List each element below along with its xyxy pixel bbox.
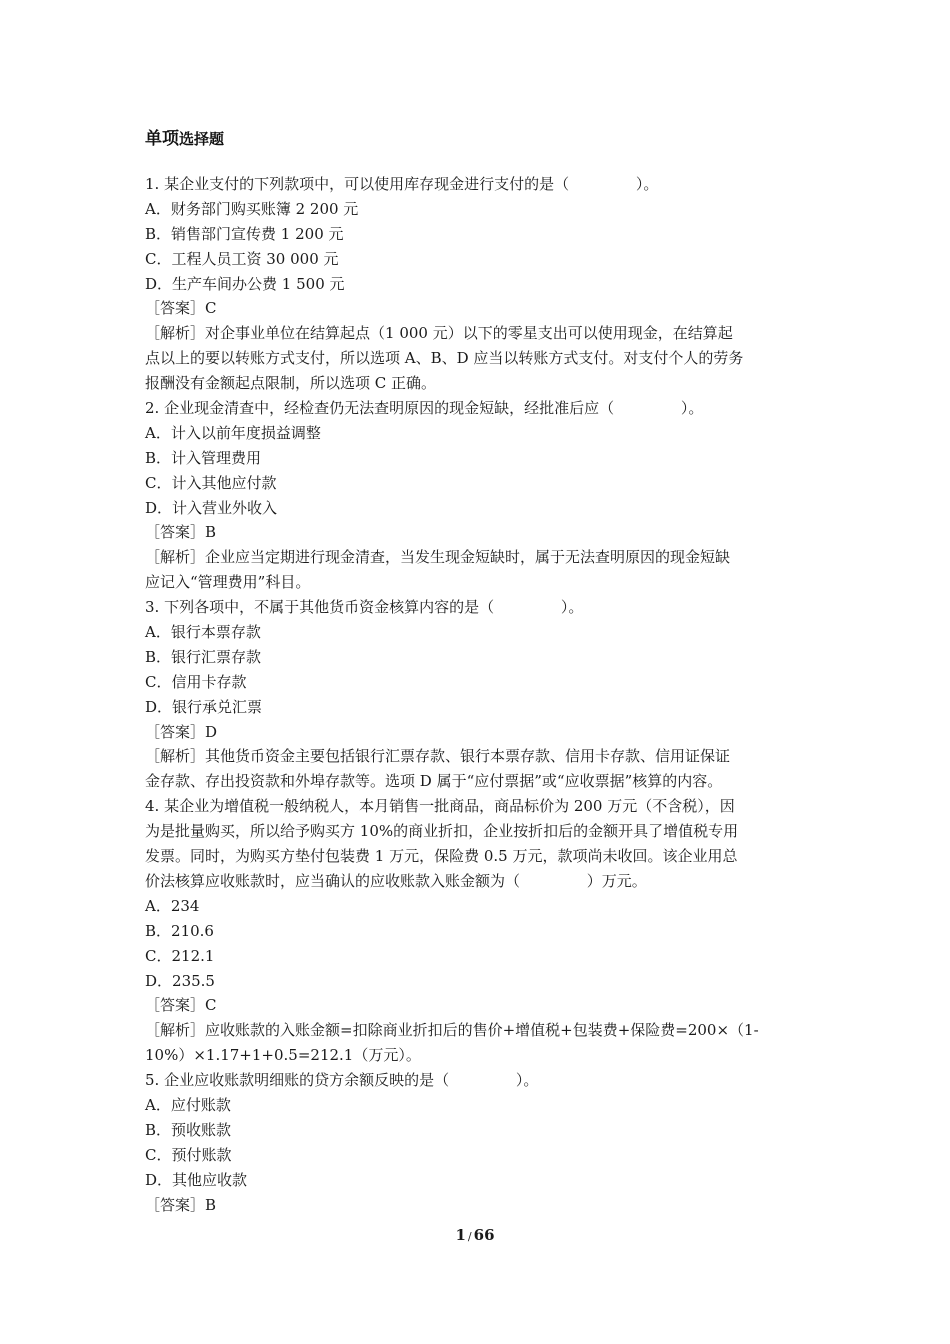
total-pages: 66 — [473, 1226, 495, 1244]
text-line: 为是批量购买，所以给予购买方 10%的商业折扣，企业按折扣后的金额开具了增值税专用 — [145, 822, 739, 841]
text-line: C．工程人员工资 30 000 元 — [145, 249, 339, 268]
text-line: ［答案］D — [145, 722, 218, 741]
text-line: C．212.1 — [145, 946, 215, 965]
text-line: 点以上的要以转账方式支付，所以选项 A、B、D 应当以转账方式支付。对支付个人的劳务 — [145, 349, 744, 368]
text-line: D．其他应收款 — [145, 1170, 248, 1189]
text-line: B．预收账款 — [145, 1120, 232, 1139]
text-line: C．计入其他应付款 — [145, 473, 277, 492]
page-number — [0, 1226, 950, 1244]
text-line: 价法核算应收账款时，应当确认的应收账款入账金额为（ ）万元。 — [145, 871, 647, 890]
text-line: D．235.5 — [145, 971, 215, 990]
text-line: 4. 某企业为增值税一般纳税人，本月销售一批商品，商品标价为 200 万元（不含税），因 — [145, 797, 735, 816]
text-line: ［解析］对企事业单位在结算起点（1 000 元）以下的零星支出可以使用现金，在结算起 — [145, 324, 733, 343]
page-separator: / — [467, 1230, 472, 1243]
text-line: ［答案］B — [145, 523, 217, 542]
text-line: 5. 企业应收账款明细账的贷方余额反映的是（ ）。 — [145, 1071, 539, 1090]
text-line: A．应付账款 — [145, 1095, 231, 1114]
text-line: D．银行承兑汇票 — [145, 697, 263, 716]
text-line: 3. 下列各项中，不属于其他货币资金核算内容的是（ ）。 — [145, 598, 584, 617]
text-line: ［答案］B — [145, 1195, 217, 1214]
text-line: B．210.6 — [145, 921, 214, 940]
text-line: A．234 — [145, 896, 200, 915]
text-line: 10%）×1.17+1+0.5=212.1（万元）。 — [145, 1046, 421, 1065]
text-line: B．银行汇票存款 — [145, 647, 262, 666]
text-line: A．财务部门购买账簿 2 200 元 — [145, 199, 359, 218]
text-line: 应记入“管理费用”科目。 — [145, 573, 311, 592]
text-line: 1. 某企业支付的下列款项中，可以使用库存现金进行支付的是（ ）。 — [145, 175, 659, 193]
text-line: ［解析］其他货币资金主要包括银行汇票存款、银行本票存款、信用卡存款、信用证保证 — [145, 747, 731, 766]
text-line: 报酬没有金额起点限制，所以选项 C 正确。 — [145, 374, 437, 393]
section-title-big: 单项 — [145, 129, 179, 149]
question-content — [145, 172, 810, 1217]
section-title-small: 选择题 — [179, 130, 225, 148]
text-line: 金存款、存出投资款和外埠存款等。选项 D 属于“应付票据”或“应收票据”核算的内容。 — [145, 772, 723, 791]
text-line: A．银行本票存款 — [145, 623, 261, 642]
text-line: D．计入营业外收入 — [145, 498, 278, 517]
current-page: 1 — [455, 1226, 466, 1244]
text-line: B．计入管理费用 — [145, 448, 262, 467]
text-line: ［答案］C — [145, 996, 217, 1015]
section-title — [145, 124, 224, 149]
text-line: A．计入以前年度损益调整 — [145, 423, 321, 442]
text-line: ［解析］企业应当定期进行现金清查，当发生现金短缺时，属于无法查明原因的现金短缺 — [145, 548, 731, 567]
text-line: C．信用卡存款 — [145, 672, 247, 691]
text-line: C．预付账款 — [145, 1145, 232, 1164]
text-line: D．生产车间办公费 1 500 元 — [145, 274, 345, 293]
text-line: ［解析］应收账款的入账金额=扣除商业折扣后的售价+增值税+包装费+保险费=200×（1- — [145, 1021, 759, 1040]
text-line: 2. 企业现金清查中，经检查仍无法查明原因的现金短缺，经批准后应（ ）。 — [145, 399, 704, 418]
text-line: B．销售部门宣传费 1 200 元 — [145, 224, 344, 243]
text-line: ［答案］C — [145, 299, 217, 318]
text-line: 发票。同时，为购买方垫付包装费 1 万元，保险费 0.5 万元，款项尚未收回。该企业用总 — [145, 847, 738, 866]
